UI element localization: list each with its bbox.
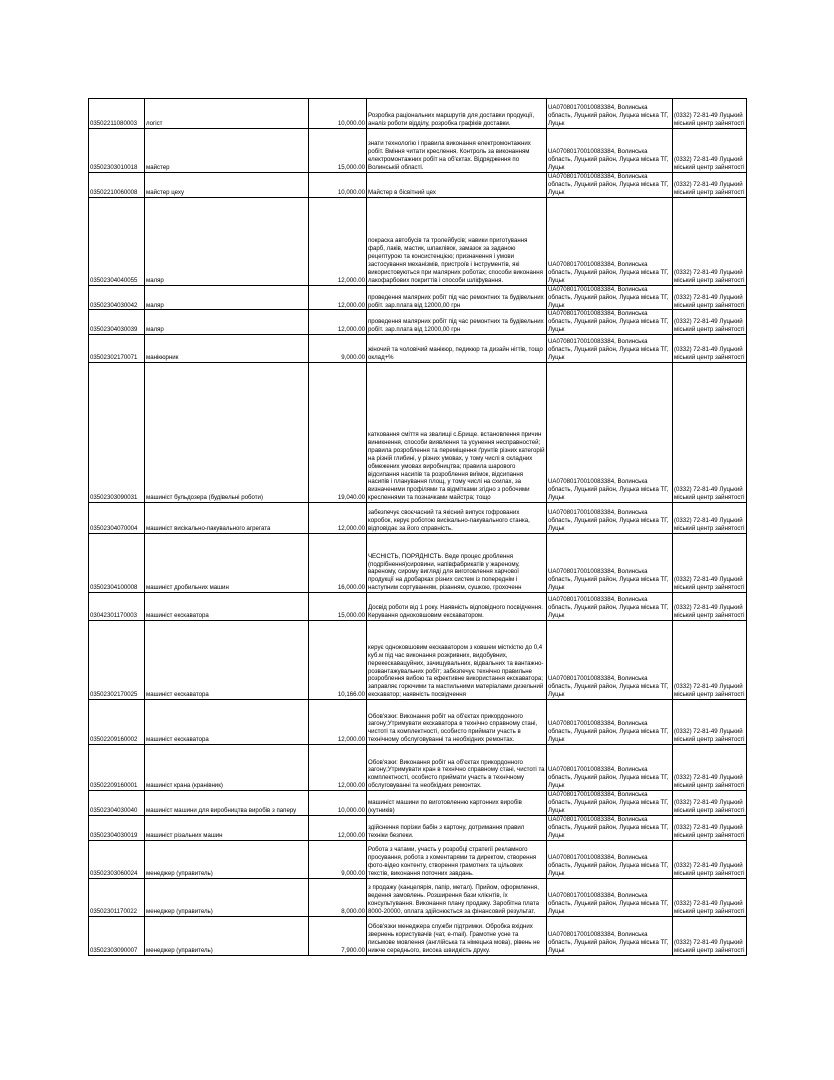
vacancy-description: катковання сміття на звалищі с.Брище. встановлення причин виникнення, способи виявлення та усунення несправностей; правила розроблення та переміщення ґрунтів різних категорій на різній глибині, у різних умовах, у тому числі в складних обмежених умовах виробництва; правила шарового відсипання насипів та розроблення виїмок, відсипання насипів і планування площ, у тому числі на схилах, за визначеними профілями та відмітками згідно з робочими кресленнями та позначками майстра; тощо bbox=[367, 363, 547, 503]
vacancy-description: з продажу (канцелярія, папір, метал). Прийом, оформлення, ведення замовлень. Розширення бази клієнтів, їх консультування. Виконання плану продажу. Заробітна плата 8000-20000, оплата здійснюється за фінансовий результат. bbox=[367, 878, 547, 916]
vacancy-contact: (0332) 72-81-49 Луцький міський центр зайнятості bbox=[673, 363, 747, 503]
vacancy-table-body bbox=[89, 99, 747, 956]
vacancy-address: UA07080170010083384, Волинська область, Луцький район, Луцька міська ТГ, Луцьк bbox=[547, 335, 673, 363]
vacancy-table bbox=[88, 98, 747, 956]
vacancy-code: 03502303090031 bbox=[89, 363, 145, 503]
vacancy-title: майстер цеху bbox=[145, 173, 309, 198]
vacancy-salary: 10,000.00 bbox=[309, 173, 367, 198]
vacancy-title: майстер bbox=[145, 129, 309, 173]
vacancy-address: UA07080170010083384, Волинська область, Луцький район, Луцька міська ТГ, Луцьк bbox=[547, 197, 673, 285]
vacancy-code: 03502303090007 bbox=[89, 916, 145, 955]
table-row bbox=[89, 745, 747, 791]
vacancy-code: 03502304100008 bbox=[89, 534, 145, 593]
vacancy-title: машиніст екскаватора bbox=[145, 621, 309, 700]
vacancy-salary: 7,900.00 bbox=[309, 916, 367, 955]
vacancy-contact: (0332) 72-81-49 Луцький міський центр зайнятості bbox=[673, 310, 747, 335]
table-row bbox=[89, 129, 747, 173]
vacancy-title: менеджер (управитель) bbox=[145, 878, 309, 916]
vacancy-salary: 9,000.00 bbox=[309, 335, 367, 363]
vacancy-code: 03502304030019 bbox=[89, 815, 145, 840]
vacancy-address: UA07080170010083384, Волинська область, Луцький район, Луцька міська ТГ, Луцьк bbox=[547, 503, 673, 534]
vacancy-salary: 16,000.00 bbox=[309, 534, 367, 593]
vacancy-description: Обов'язки: Виконання робіт на об'єктах прикордонного загону;Утримувати кран в технічно справному стані, чистоті та комплектності, особисто приймати участь в технічному обслуговуванні та необхідних ремонтах. bbox=[367, 745, 547, 791]
table-row bbox=[89, 534, 747, 593]
vacancy-address: UA07080170010083384, Волинська область, Луцький район, Луцька міська ТГ, Луцьк bbox=[547, 173, 673, 198]
vacancy-contact: (0332) 72-81-49 Луцький міський центр зайнятості bbox=[673, 621, 747, 700]
vacancy-address: UA07080170010083384, Волинська область, Луцький район, Луцька міська ТГ, Луцьк bbox=[547, 285, 673, 310]
vacancy-address: UA07080170010083384, Волинська область, Луцький район, Луцька міська ТГ, Луцьк bbox=[547, 310, 673, 335]
vacancy-code: 03502210060008 bbox=[89, 173, 145, 198]
vacancy-salary: 8,000.00 bbox=[309, 878, 367, 916]
vacancy-contact: (0332) 72-81-49 Луцький міський центр зайнятості bbox=[673, 593, 747, 621]
vacancy-code: 03502304030040 bbox=[89, 791, 145, 816]
table-row bbox=[89, 916, 747, 955]
vacancy-description: машиніст машини по виготовленню картонних виробів (кутників) bbox=[367, 791, 547, 816]
vacancy-title: маляр bbox=[145, 310, 309, 335]
vacancy-description: ЧЕСНІСТЬ, ПОРЯДНІСТЬ. Веде процес дроблення (подрібнення)сировини, напівфабрикатів у жареному, вареному, сирому вигляді для виготовлення харчової продукції на дробарках різних систем із попереднім і наступним сортуванням, різанням, сушкою, грохоченн bbox=[367, 534, 547, 593]
table-row bbox=[89, 815, 747, 840]
vacancy-code: 03502302170025 bbox=[89, 621, 145, 700]
vacancy-address: UA07080170010083384, Волинська область, Луцький район, Луцька міська ТГ, Луцьк bbox=[547, 840, 673, 878]
vacancy-description: Досвід роботи від 1 року. Наявність відповідного посвідчення. Керування одноковшовим екскаватором. bbox=[367, 593, 547, 621]
vacancy-description: проведення малярних робіт під час ремонтних та будівельних робіт. зар.плата від 12000,00 грн bbox=[367, 310, 547, 335]
vacancy-contact: (0332) 72-81-49 Луцький міський центр зайнятості bbox=[673, 878, 747, 916]
vacancy-title: маляр bbox=[145, 285, 309, 310]
vacancy-code: 03502209160002 bbox=[89, 700, 145, 745]
vacancy-contact: (0332) 72-81-49 Луцький міський центр зайнятості bbox=[673, 745, 747, 791]
vacancy-contact: (0332) 72-81-49 Луцький міський центр зайнятості bbox=[673, 285, 747, 310]
table-row bbox=[89, 99, 747, 129]
vacancy-salary: 12,000.00 bbox=[309, 310, 367, 335]
vacancy-title: машиніст дробильних машин bbox=[145, 534, 309, 593]
vacancy-contact: (0332) 72-81-49 Луцький міський центр зайнятості bbox=[673, 916, 747, 955]
table-row bbox=[89, 791, 747, 816]
vacancy-code: 03502304030042 bbox=[89, 285, 145, 310]
table-row bbox=[89, 593, 747, 621]
vacancy-address: UA07080170010083384, Волинська область, Луцький район, Луцька міська ТГ, Луцьк bbox=[547, 593, 673, 621]
vacancy-address: UA07080170010083384, Волинська область, Луцький район, Луцька міська ТГ, Луцьк bbox=[547, 791, 673, 816]
table-row bbox=[89, 310, 747, 335]
table-row bbox=[89, 335, 747, 363]
vacancy-contact: (0332) 72-81-49 Луцький міський центр зайнятості bbox=[673, 503, 747, 534]
vacancy-salary: 10,000.00 bbox=[309, 791, 367, 816]
vacancy-salary: 12,000.00 bbox=[309, 197, 367, 285]
vacancy-contact: (0332) 72-81-49 Луцький міський центр зайнятості bbox=[673, 99, 747, 129]
vacancy-salary: 12,000.00 bbox=[309, 745, 367, 791]
vacancy-salary: 12,000.00 bbox=[309, 700, 367, 745]
vacancy-description: жіночий та чоловічий манікюр, педикюр та дизайн нігтів, тощо оклад+% bbox=[367, 335, 547, 363]
vacancy-description: проведення малярних робіт під час ремонтних та будівельних робіт. зар.плата від 12000,00 грн bbox=[367, 285, 547, 310]
vacancy-title: машиніст бульдозера (будівельні роботи) bbox=[145, 363, 309, 503]
vacancy-description: керує одноковшовим екскаватором з ковшем місткістю до 0,4 куб.м під час виконання розкривних, видобувних, перекескавацуйних, зачищувальних, відвальних та вантажно-розвантажувальних робіт; забезпечує технічно правильне розроблення вибою та ефективне використання екскаватора; заправляє горючими та мастильними матеріалами дизельний екскаватор; наявність посвідчення bbox=[367, 621, 547, 700]
vacancy-salary: 9,000.00 bbox=[309, 840, 367, 878]
vacancy-address: UA07080170010083384, Волинська область, Луцький район, Луцька міська ТГ, Луцьк bbox=[547, 745, 673, 791]
vacancy-title: машиніст екскаватора bbox=[145, 593, 309, 621]
table-row bbox=[89, 700, 747, 745]
table-row bbox=[89, 503, 747, 534]
vacancy-contact: (0332) 72-81-49 Луцький міський центр зайнятості bbox=[673, 700, 747, 745]
vacancy-title: манікюрник bbox=[145, 335, 309, 363]
vacancy-contact: (0332) 72-81-49 Луцький міський центр зайнятості bbox=[673, 791, 747, 816]
vacancy-description: Майстер в бісвітний цех bbox=[367, 173, 547, 198]
vacancy-title: менеджер (управитель) bbox=[145, 840, 309, 878]
vacancy-title: маляр bbox=[145, 197, 309, 285]
vacancy-title: машиніст висікально-пакувального агрегата bbox=[145, 503, 309, 534]
table-row bbox=[89, 878, 747, 916]
vacancy-contact: (0332) 72-81-49 Луцький міський центр зайнятості bbox=[673, 197, 747, 285]
vacancy-salary: 12,000.00 bbox=[309, 503, 367, 534]
table-row bbox=[89, 621, 747, 700]
vacancy-contact: (0332) 72-81-49 Луцький міський центр зайнятості bbox=[673, 173, 747, 198]
vacancy-code: 03502304030039 bbox=[89, 310, 145, 335]
vacancy-title: машиніст різальних машин bbox=[145, 815, 309, 840]
vacancy-title: машиніст крана (кранівник) bbox=[145, 745, 309, 791]
vacancy-code: 03502304070004 bbox=[89, 503, 145, 534]
vacancy-title: менеджер (управитель) bbox=[145, 916, 309, 955]
vacancy-code: 03502211080003 bbox=[89, 99, 145, 129]
vacancy-description: Робота з чатами, участь у розробці стратегії рекламного просування, робота з коментарями та директом, створення фото-відео контенту, створення грамотних та цільових текстів, виконання поточних завдань. bbox=[367, 840, 547, 878]
vacancy-description: Обов'язки менеджера служби підтримки. Обробка вхідних звернень користувачів (чат, e-mail). Грамотне усне та письмове мовлення (англійська та німецька мова), рівень не нижче середнього, висока швидкість друку. bbox=[367, 916, 547, 955]
vacancy-description: Обов'язки: Виконання робіт на об'єктах прикордонного загону;Утримувати екскаватора в технічно справному стані, чистоті та комплектності, особисто приймати участь в технічному обслуговуванні та необхідних ремонтах. bbox=[367, 700, 547, 745]
vacancy-salary: 15,000.00 bbox=[309, 129, 367, 173]
table-row bbox=[89, 197, 747, 285]
vacancy-description: покраска автобусів та тролейбусів; навики приготування фарб, лаків, мастик, шпаклівок, замазок за заданою рецептурою та консистенцією; призначення і умови застосування механізмів, пристроїв і інструментів, які використовуються при малярних роботах; способи виконання лакофарбових покриттів і способи шліфування. bbox=[367, 197, 547, 285]
vacancy-code: 03502303060024 bbox=[89, 840, 145, 878]
vacancy-address: UA07080170010083384, Волинська область, Луцький район, Луцька міська ТГ, Луцьк bbox=[547, 815, 673, 840]
vacancy-code: 03502304040055 bbox=[89, 197, 145, 285]
vacancy-address: UA07080170010083384, Волинська область, Луцький район, Луцька міська ТГ, Луцьк bbox=[547, 916, 673, 955]
vacancy-description: забезпечує своєчасний та якісний випуск гофрованих коробок, керує роботою висікально-пакувального станка, відповідає за його справність. bbox=[367, 503, 547, 534]
vacancy-address: UA07080170010083384, Волинська область, Луцький район, Луцька міська ТГ, Луцьк bbox=[547, 878, 673, 916]
vacancy-contact: (0332) 72-81-49 Луцький міський центр зайнятості bbox=[673, 534, 747, 593]
table-row bbox=[89, 285, 747, 310]
vacancy-title: логіст bbox=[145, 99, 309, 129]
table-row bbox=[89, 363, 747, 503]
table-row bbox=[89, 840, 747, 878]
vacancy-salary: 19,040.00 bbox=[309, 363, 367, 503]
vacancy-salary: 10,000.00 bbox=[309, 99, 367, 129]
vacancy-description: знати технологію і правила виконання електромонтажних робіт. Вміння читати креслення. Контроль за виконанням електромонтажних робіт на об'єктах. Відрядження по Волинській області. bbox=[367, 129, 547, 173]
vacancy-address: UA07080170010083384, Волинська область, Луцький район, Луцька міська ТГ, Луцьк bbox=[547, 99, 673, 129]
vacancy-contact: (0332) 72-81-49 Луцький міський центр зайнятості bbox=[673, 815, 747, 840]
vacancy-description: Розробка раціональних маршрутів для доставки продукції, аналіз роботи відділу, розробка графіків доставки. bbox=[367, 99, 547, 129]
vacancy-salary: 12,000.00 bbox=[309, 285, 367, 310]
vacancy-code: 03502301170022 bbox=[89, 878, 145, 916]
vacancy-address: UA07080170010083384, Волинська область, Луцький район, Луцька міська ТГ, Луцьк bbox=[547, 621, 673, 700]
vacancy-contact: (0332) 72-81-49 Луцький міський центр зайнятості bbox=[673, 129, 747, 173]
table-row bbox=[89, 173, 747, 198]
vacancy-salary: 12,000.00 bbox=[309, 815, 367, 840]
vacancy-salary: 10,166.00 bbox=[309, 621, 367, 700]
vacancy-description: здійснення порізки бабін з картону, дотримання правил техніки безпеки. bbox=[367, 815, 547, 840]
vacancy-title: машиніст екскаватора bbox=[145, 700, 309, 745]
vacancy-code: 03502209160001 bbox=[89, 745, 145, 791]
vacancy-code: 03502303010018 bbox=[89, 129, 145, 173]
vacancy-address: UA07080170010083384, Волинська область, Луцький район, Луцька міська ТГ, Луцьк bbox=[547, 534, 673, 593]
vacancy-salary: 15,000.00 bbox=[309, 593, 367, 621]
vacancy-title: машиніст машини для виробництва виробів з паперу bbox=[145, 791, 309, 816]
vacancy-address: UA07080170010083384, Волинська область, Луцький район, Луцька міська ТГ, Луцьк bbox=[547, 363, 673, 503]
vacancy-address: UA07080170010083384, Волинська область, Луцький район, Луцька міська ТГ, Луцьк bbox=[547, 700, 673, 745]
vacancy-code: 03502302170071 bbox=[89, 335, 145, 363]
vacancy-address: UA07080170010083384, Волинська область, Луцький район, Луцька міська ТГ, Луцьк bbox=[547, 129, 673, 173]
vacancy-code: 03042301170003 bbox=[89, 593, 145, 621]
vacancy-contact: (0332) 72-81-49 Луцький міський центр зайнятості bbox=[673, 335, 747, 363]
vacancy-contact: (0332) 72-81-49 Луцький міський центр зайнятості bbox=[673, 840, 747, 878]
